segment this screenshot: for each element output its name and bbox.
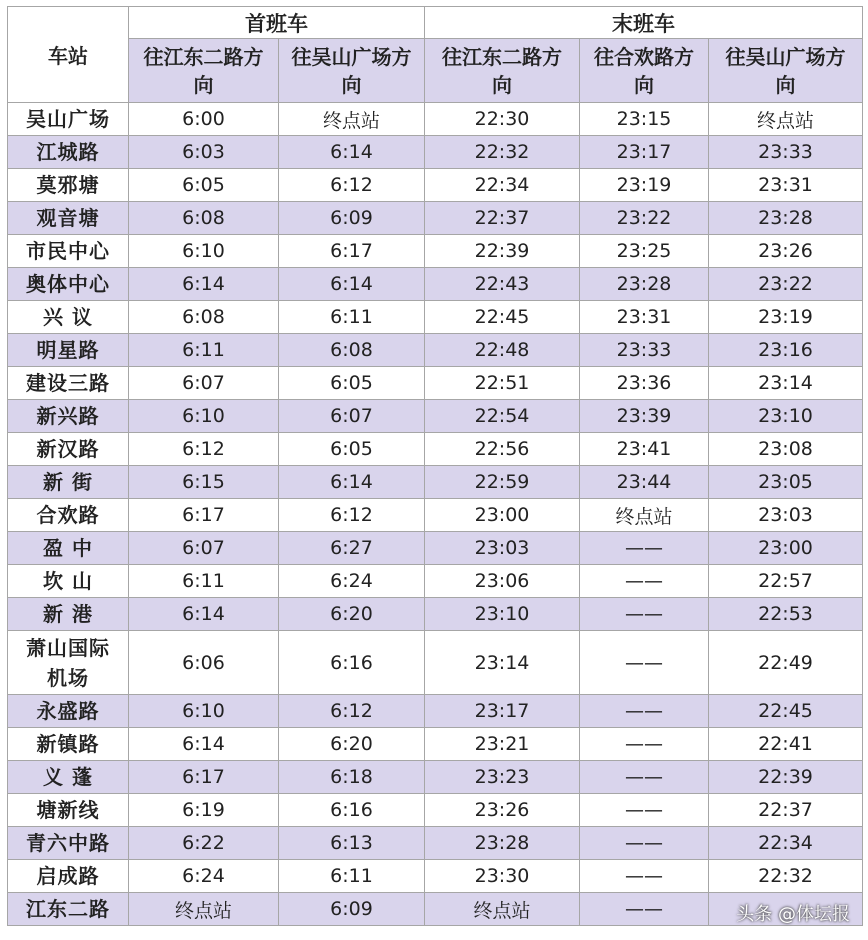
first-to-wushan-cell: 6:05 <box>279 433 425 466</box>
first-to-wushan-cell: 6:07 <box>279 400 425 433</box>
last-to-jiangdong-cell: 22:30 <box>425 103 580 136</box>
last-to-jiangdong-cell: 终点站 <box>425 893 580 926</box>
station-name-cell: 市民中心 <box>8 235 129 268</box>
last-to-wushan-cell: 22:53 <box>709 598 863 631</box>
table-row <box>8 268 863 301</box>
last-to-jiangdong-cell: 23:06 <box>425 565 580 598</box>
last-to-hehuan-cell: 23:28 <box>580 268 709 301</box>
first-to-wushan-cell: 6:14 <box>279 268 425 301</box>
station-name-cell: 永盛路 <box>8 695 129 728</box>
first-to-jiangdong-cell: 6:00 <box>129 103 279 136</box>
last-to-hehuan-cell: —— <box>580 598 709 631</box>
first-to-jiangdong-cell: 6:11 <box>129 334 279 367</box>
last-to-hehuan-cell: —— <box>580 695 709 728</box>
last-to-wushan-cell: 22:41 <box>709 728 863 761</box>
last-to-hehuan-cell: —— <box>580 631 709 695</box>
last-to-wushan-cell: 23:26 <box>709 235 863 268</box>
table-row <box>8 466 863 499</box>
first-to-wushan-cell: 6:24 <box>279 565 425 598</box>
last-to-jiangdong-cell: 23:17 <box>425 695 580 728</box>
last-to-hehuan-cell: 23:33 <box>580 334 709 367</box>
station-name-cell: 新兴路 <box>8 400 129 433</box>
first-to-wushan-cell: 6:20 <box>279 598 425 631</box>
first-to-jiangdong-cell: 6:08 <box>129 301 279 334</box>
last-to-wushan-cell: 23:10 <box>709 400 863 433</box>
first-to-wushan-cell: 6:12 <box>279 499 425 532</box>
last-to-hehuan-cell: —— <box>580 827 709 860</box>
last-to-jiangdong-cell: 23:23 <box>425 761 580 794</box>
table-row <box>8 400 863 433</box>
first-to-jiangdong-cell: 6:10 <box>129 235 279 268</box>
last-to-jiangdong-cell: 23:26 <box>425 794 580 827</box>
last-to-jiangdong-cell: 22:51 <box>425 367 580 400</box>
first-to-wushan-cell: 6:13 <box>279 827 425 860</box>
table-row <box>8 103 863 136</box>
table-row <box>8 202 863 235</box>
first-to-jiangdong-cell: 6:07 <box>129 532 279 565</box>
table-row <box>8 827 863 860</box>
station-header: 车站 <box>8 7 129 103</box>
last-to-hehuan-header: 往合欢路方向 <box>580 39 709 103</box>
last-to-hehuan-cell: 终点站 <box>580 499 709 532</box>
last-to-jiangdong-cell: 22:54 <box>425 400 580 433</box>
station-name-cell: 盈 中 <box>8 532 129 565</box>
last-to-hehuan-cell: —— <box>580 532 709 565</box>
station-name-cell: 坎 山 <box>8 565 129 598</box>
first-to-jiangdong-cell: 6:14 <box>129 268 279 301</box>
last-to-wushan-cell: 23:22 <box>709 268 863 301</box>
station-name-cell: 塘新线 <box>8 794 129 827</box>
last-to-hehuan-cell: —— <box>580 893 709 926</box>
timetable-body <box>8 103 863 926</box>
station-name-cell: 观音塘 <box>8 202 129 235</box>
last-to-hehuan-cell: —— <box>580 860 709 893</box>
last-to-jiangdong-cell: 23:28 <box>425 827 580 860</box>
last-to-wushan-cell: 22:34 <box>709 827 863 860</box>
first-train-header: 首班车 <box>129 7 425 39</box>
station-name-cell: 萧山国际机场 <box>8 631 129 695</box>
last-to-wushan-cell: 23:33 <box>709 136 863 169</box>
last-to-wushan-cell: 23:03 <box>709 499 863 532</box>
first-to-wushan-cell: 6:27 <box>279 532 425 565</box>
station-name-cell: 合欢路 <box>8 499 129 532</box>
last-to-jiangdong-header: 往江东二路方向 <box>425 39 580 103</box>
first-to-wushan-cell: 6:11 <box>279 301 425 334</box>
last-to-wushan-header: 往吴山广场方向 <box>709 39 863 103</box>
table-row <box>8 367 863 400</box>
table-row <box>8 761 863 794</box>
table-row <box>8 565 863 598</box>
table-row <box>8 860 863 893</box>
station-name-cell: 建设三路 <box>8 367 129 400</box>
station-name-cell: 奥体中心 <box>8 268 129 301</box>
first-to-jiangdong-cell: 6:22 <box>129 827 279 860</box>
last-to-wushan-cell: 终点站 <box>709 103 863 136</box>
first-to-wushan-cell: 6:08 <box>279 334 425 367</box>
last-to-jiangdong-cell: 22:56 <box>425 433 580 466</box>
last-to-jiangdong-cell: 22:48 <box>425 334 580 367</box>
table-row <box>8 169 863 202</box>
first-to-wushan-cell: 6:12 <box>279 695 425 728</box>
last-to-jiangdong-cell: 23:00 <box>425 499 580 532</box>
last-train-header: 末班车 <box>425 7 863 39</box>
last-to-wushan-cell: 23:31 <box>709 169 863 202</box>
station-name-cell: 新镇路 <box>8 728 129 761</box>
last-to-jiangdong-cell: 22:34 <box>425 169 580 202</box>
last-to-hehuan-cell: 23:17 <box>580 136 709 169</box>
table-row <box>8 433 863 466</box>
table-row <box>8 631 863 695</box>
last-to-wushan-cell: 23:19 <box>709 301 863 334</box>
first-to-wushan-header: 往吴山广场方向 <box>279 39 425 103</box>
last-to-hehuan-cell: 23:31 <box>580 301 709 334</box>
last-to-hehuan-cell: 23:25 <box>580 235 709 268</box>
first-to-jiangdong-cell: 6:14 <box>129 598 279 631</box>
last-to-jiangdong-cell: 23:03 <box>425 532 580 565</box>
first-to-jiangdong-header: 往江东二路方向 <box>129 39 279 103</box>
last-to-jiangdong-cell: 22:45 <box>425 301 580 334</box>
last-to-wushan-cell: 22:57 <box>709 565 863 598</box>
station-name-cell: 新 街 <box>8 466 129 499</box>
last-to-wushan-cell: 22:45 <box>709 695 863 728</box>
last-to-wushan-cell: 22:37 <box>709 794 863 827</box>
station-name-cell: 江东二路 <box>8 893 129 926</box>
last-to-hehuan-cell: 23:36 <box>580 367 709 400</box>
last-to-wushan-cell: 23:08 <box>709 433 863 466</box>
first-to-wushan-cell: 终点站 <box>279 103 425 136</box>
last-to-hehuan-cell: —— <box>580 794 709 827</box>
last-to-hehuan-cell: —— <box>580 565 709 598</box>
last-to-jiangdong-cell: 22:37 <box>425 202 580 235</box>
last-to-jiangdong-cell: 22:39 <box>425 235 580 268</box>
last-to-jiangdong-cell: 22:59 <box>425 466 580 499</box>
watermark: 头条 @体坛报 <box>736 904 850 925</box>
first-to-jiangdong-cell: 6:07 <box>129 367 279 400</box>
first-to-jiangdong-cell: 6:10 <box>129 695 279 728</box>
table-row <box>8 794 863 827</box>
station-name-cell: 义 蓬 <box>8 761 129 794</box>
table-row <box>8 136 863 169</box>
station-name-cell: 新汉路 <box>8 433 129 466</box>
timetable <box>7 6 863 926</box>
table-row <box>8 235 863 268</box>
table-row <box>8 301 863 334</box>
first-to-wushan-cell: 6:11 <box>279 860 425 893</box>
first-to-jiangdong-cell: 终点站 <box>129 893 279 926</box>
last-to-wushan-cell: 22:49 <box>709 631 863 695</box>
station-name-cell: 兴 议 <box>8 301 129 334</box>
first-to-jiangdong-cell: 6:05 <box>129 169 279 202</box>
table-row <box>8 598 863 631</box>
first-to-jiangdong-cell: 6:10 <box>129 400 279 433</box>
last-to-hehuan-cell: 23:15 <box>580 103 709 136</box>
last-to-wushan-cell: 23:00 <box>709 532 863 565</box>
last-to-hehuan-cell: 23:41 <box>580 433 709 466</box>
first-to-jiangdong-cell: 6:14 <box>129 728 279 761</box>
first-to-wushan-cell: 6:09 <box>279 893 425 926</box>
first-to-wushan-cell: 6:14 <box>279 136 425 169</box>
table-row <box>8 532 863 565</box>
last-to-hehuan-cell: —— <box>580 761 709 794</box>
first-to-jiangdong-cell: 6:11 <box>129 565 279 598</box>
last-to-jiangdong-cell: 23:10 <box>425 598 580 631</box>
last-to-hehuan-cell: 23:44 <box>580 466 709 499</box>
table-row <box>8 728 863 761</box>
last-to-wushan-cell: 23:16 <box>709 334 863 367</box>
station-name-cell: 新 港 <box>8 598 129 631</box>
last-to-hehuan-cell: 23:19 <box>580 169 709 202</box>
first-to-jiangdong-cell: 6:03 <box>129 136 279 169</box>
first-to-wushan-cell: 6:09 <box>279 202 425 235</box>
first-to-jiangdong-cell: 6:19 <box>129 794 279 827</box>
last-to-wushan-cell: 23:28 <box>709 202 863 235</box>
last-to-jiangdong-cell: 22:43 <box>425 268 580 301</box>
last-to-wushan-cell: 22:39 <box>709 761 863 794</box>
first-to-wushan-cell: 6:12 <box>279 169 425 202</box>
first-to-wushan-cell: 6:05 <box>279 367 425 400</box>
first-to-jiangdong-cell: 6:17 <box>129 761 279 794</box>
station-name-cell: 启成路 <box>8 860 129 893</box>
first-to-wushan-cell: 6:16 <box>279 794 425 827</box>
last-to-hehuan-cell: —— <box>580 728 709 761</box>
last-to-jiangdong-cell: 23:21 <box>425 728 580 761</box>
table-row <box>8 893 863 926</box>
last-to-hehuan-cell: 23:39 <box>580 400 709 433</box>
table-row <box>8 334 863 367</box>
first-to-jiangdong-cell: 6:15 <box>129 466 279 499</box>
first-to-wushan-cell: 6:14 <box>279 466 425 499</box>
first-to-wushan-cell: 6:18 <box>279 761 425 794</box>
table-row <box>8 499 863 532</box>
last-to-wushan-cell: 23:05 <box>709 466 863 499</box>
last-to-wushan-cell: 22:32 <box>709 860 863 893</box>
station-name-cell: 江城路 <box>8 136 129 169</box>
first-to-wushan-cell: 6:16 <box>279 631 425 695</box>
last-to-hehuan-cell: 23:22 <box>580 202 709 235</box>
last-to-jiangdong-cell: 23:14 <box>425 631 580 695</box>
first-to-jiangdong-cell: 6:12 <box>129 433 279 466</box>
first-to-wushan-cell: 6:20 <box>279 728 425 761</box>
first-to-jiangdong-cell: 6:24 <box>129 860 279 893</box>
first-to-jiangdong-cell: 6:17 <box>129 499 279 532</box>
station-name-cell: 明星路 <box>8 334 129 367</box>
first-to-jiangdong-cell: 6:08 <box>129 202 279 235</box>
first-to-wushan-cell: 6:17 <box>279 235 425 268</box>
last-to-jiangdong-cell: 23:30 <box>425 860 580 893</box>
station-name-cell: 吴山广场 <box>8 103 129 136</box>
last-to-wushan-cell: 23:14 <box>709 367 863 400</box>
first-to-jiangdong-cell: 6:06 <box>129 631 279 695</box>
station-name-cell: 青六中路 <box>8 827 129 860</box>
table-row <box>8 695 863 728</box>
station-name-cell: 莫邪塘 <box>8 169 129 202</box>
last-to-jiangdong-cell: 22:32 <box>425 136 580 169</box>
